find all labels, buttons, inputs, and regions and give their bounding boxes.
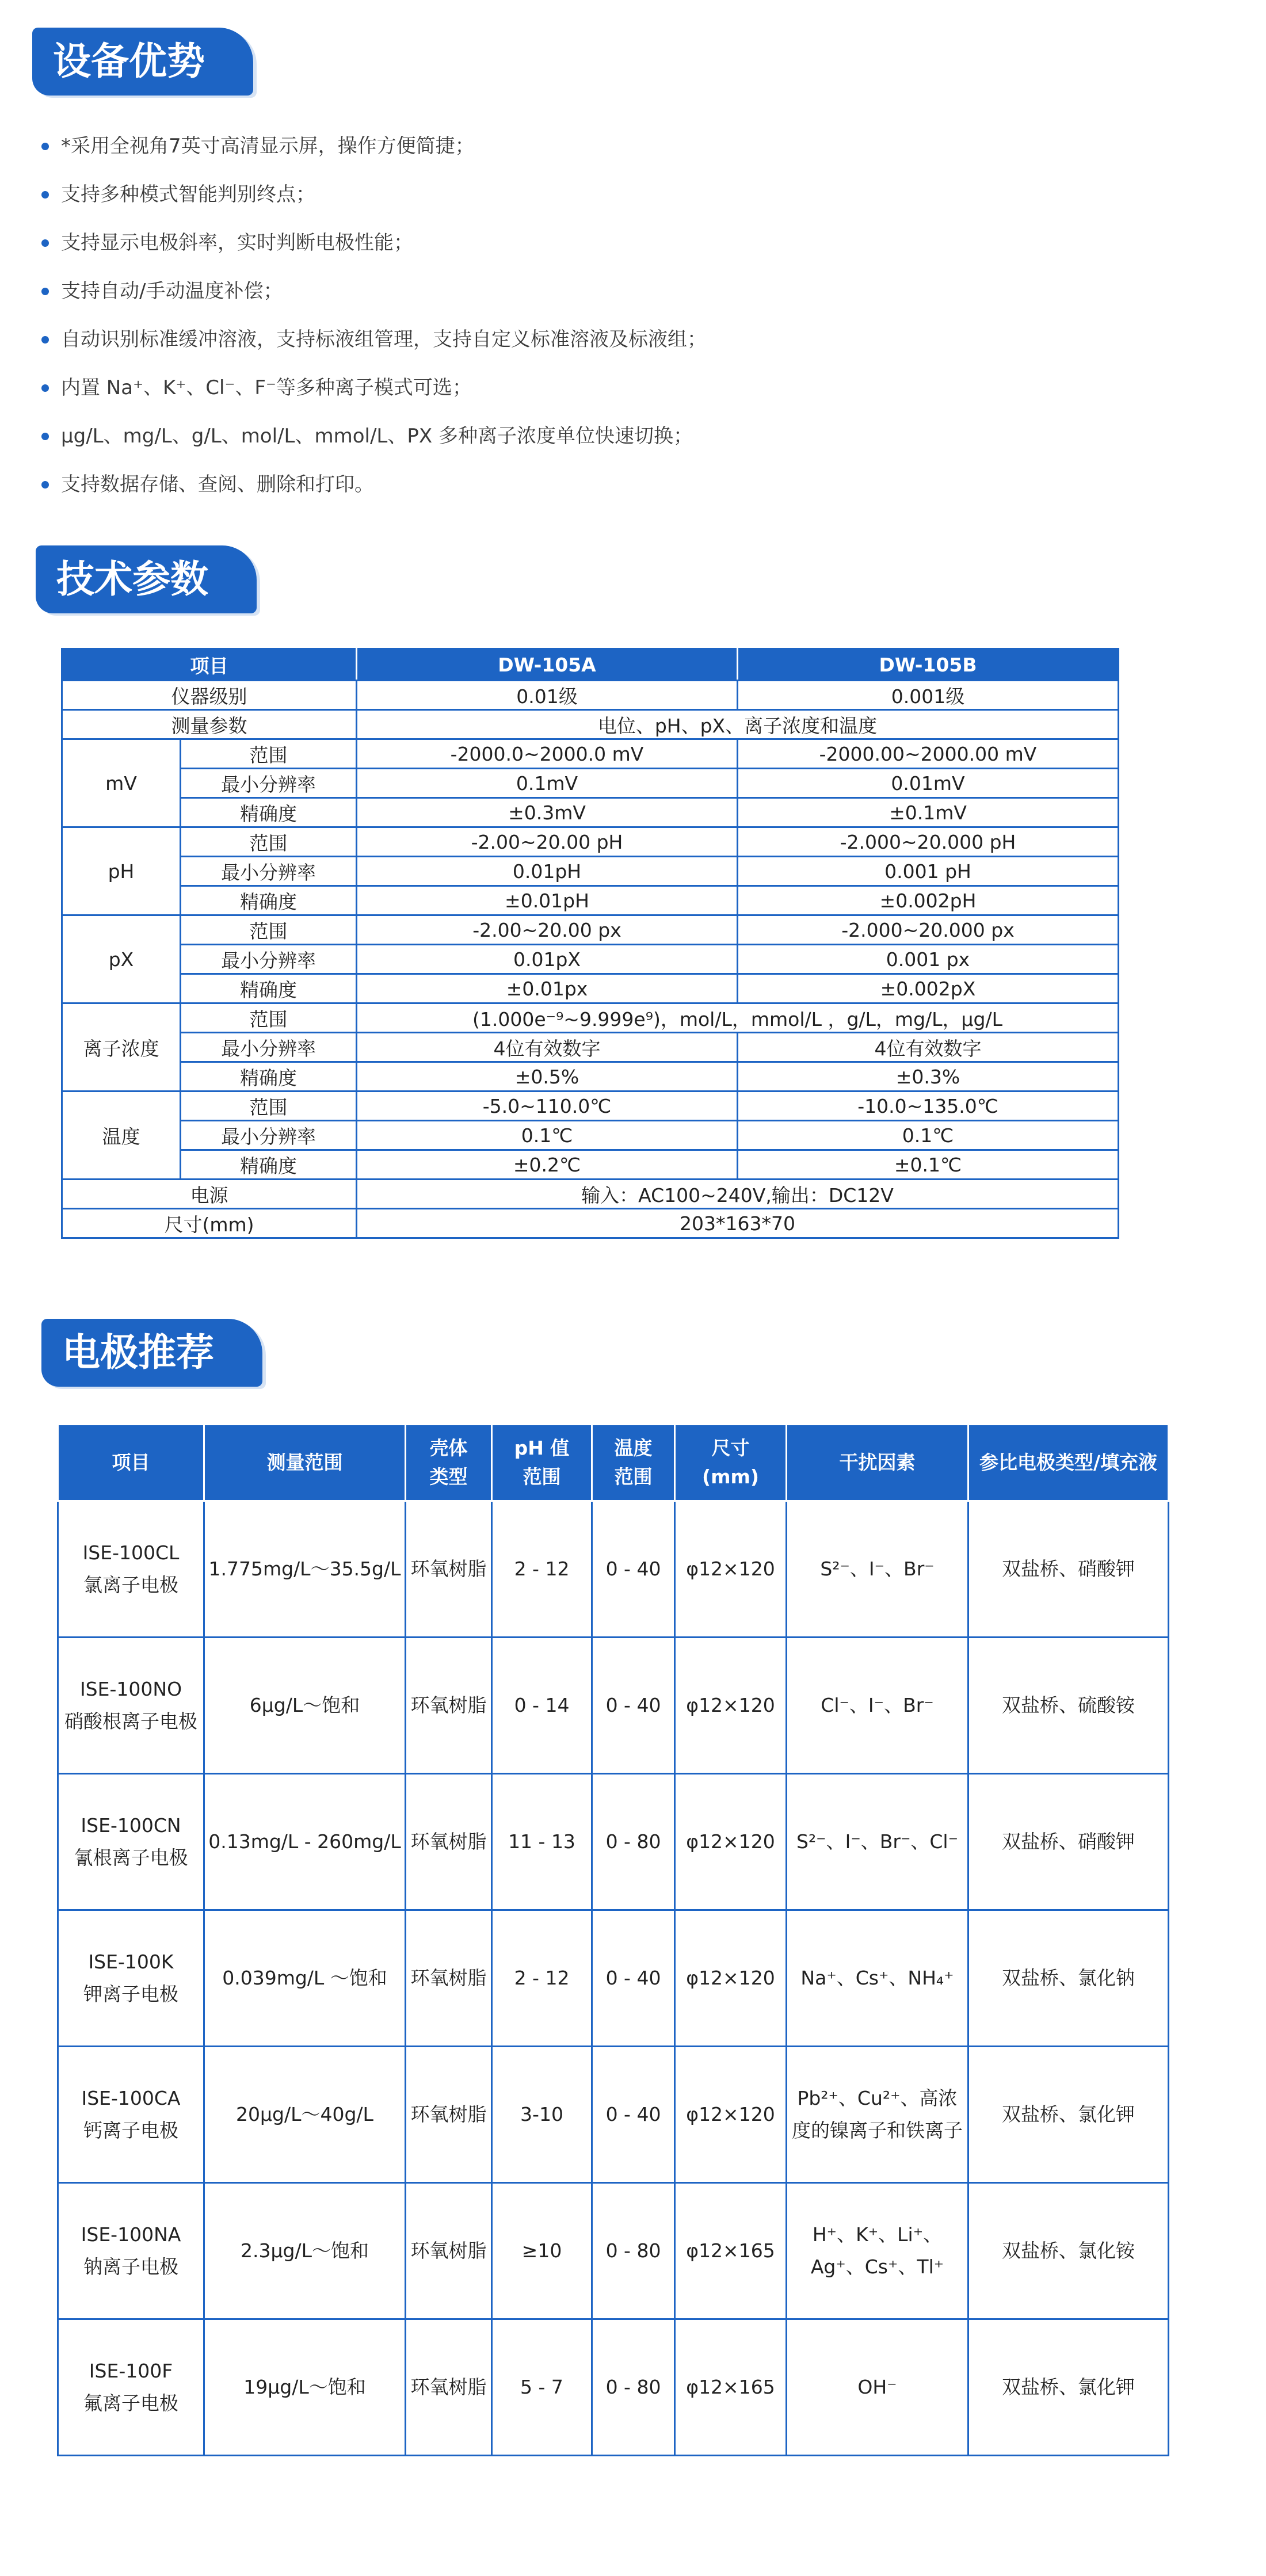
table-row (58, 2319, 1169, 2456)
header-line: (mm) (702, 1466, 759, 1488)
electrode-range: 0.039mg/L ～饱和 (204, 1910, 406, 2047)
electrode-name: 氟离子电极 (83, 2392, 178, 2414)
advantages-list (38, 122, 1189, 509)
electrode-ph: ≥10 (492, 2183, 592, 2319)
table-row (58, 2047, 1169, 2183)
electrode-shell: 环氧树脂 (406, 1910, 492, 2047)
table-row (62, 1121, 1119, 1150)
cell-b: -2.000~20.000 pH (738, 827, 1119, 857)
list-item: 支持多种模式智能判别终点； (38, 170, 1189, 219)
electrode-range: 20μg/L～40g/L (204, 2047, 406, 2183)
cell-a: 0.01pH (357, 857, 738, 886)
cell-span: 电位、pH、pX、离子浓度和温度 (357, 710, 1119, 739)
header-line: pH 值 (514, 1437, 570, 1459)
cell-span: 203*163*70 (357, 1209, 1119, 1238)
electrode-ph: 5 - 7 (492, 2319, 592, 2456)
sub-label-accuracy: 精确度 (181, 1150, 357, 1180)
group-label: pH (62, 827, 181, 915)
cell-a: -2000.0~2000.0 mV (357, 739, 738, 769)
electrode-interf: H⁺、K⁺、Li⁺、Ag⁺、Cs⁺、Tl⁺ (787, 2183, 968, 2319)
sub-label-resolution: 最小分辨率 (181, 945, 357, 974)
sub-label-range: 范围 (181, 915, 357, 945)
electrode-temp: 0 - 40 (592, 1501, 675, 1638)
cell-b: -10.0~135.0℃ (738, 1092, 1119, 1121)
electrode-header-cell (492, 1425, 592, 1501)
table-row (62, 769, 1119, 798)
table-row (62, 739, 1119, 769)
header-line: 范围 (614, 1466, 653, 1488)
electrode-model-cell (58, 1774, 204, 1910)
electrode-model-cell (58, 1638, 204, 1774)
table-row (62, 1062, 1119, 1092)
sub-label-accuracy: 精确度 (181, 886, 357, 915)
cell-b: 0.001级 (738, 681, 1119, 710)
electrode-ref: 双盐桥、氯化钠 (968, 1910, 1169, 2047)
electrode-header-cell (58, 1425, 204, 1501)
electrode-model: ISE-100F (89, 2360, 173, 2382)
electrode-model-cell (58, 1910, 204, 2047)
electrode-model-cell (58, 2319, 204, 2456)
group-label: 温度 (62, 1092, 181, 1180)
cell-a: -2.00~20.00 px (357, 915, 738, 945)
electrode-header-cell (787, 1425, 968, 1501)
sub-label-range: 范围 (181, 1003, 357, 1033)
header-line: 干扰因素 (839, 1451, 916, 1474)
spec-header-row (62, 649, 1119, 681)
header-line: 类型 (429, 1466, 468, 1488)
cell-span: 输入：AC100~240V,输出：DC12V (357, 1180, 1119, 1209)
cell-a: 0.1mV (357, 769, 738, 798)
row-label: 测量参数 (62, 710, 357, 739)
cell-b: ±0.1℃ (738, 1150, 1119, 1180)
electrode-header-cell (968, 1425, 1169, 1501)
cell-b: 0.001 px (738, 945, 1119, 974)
electrode-temp: 0 - 80 (592, 2183, 675, 2319)
table-row (62, 945, 1119, 974)
table-row (62, 1180, 1119, 1209)
table-row (62, 827, 1119, 857)
table-row (58, 2183, 1169, 2319)
electrode-size: φ12×120 (675, 1638, 787, 1774)
sub-label-accuracy: 精确度 (181, 1062, 357, 1092)
sub-label-resolution: 最小分辨率 (181, 1033, 357, 1062)
table-row (62, 974, 1119, 1003)
electrode-range: 19μg/L～饱和 (204, 2319, 406, 2456)
cell-a: ±0.5% (357, 1062, 738, 1092)
electrode-model: ISE-100NO (79, 1678, 182, 1700)
electrode-model: ISE-100CL (82, 1541, 180, 1564)
cell-b: -2.000~20.000 px (738, 915, 1119, 945)
electrode-interf: Pb²⁺、Cu²⁺、高浓度的镍离子和铁离子 (787, 2047, 968, 2183)
electrode-ref: 双盐桥、氯化钾 (968, 2319, 1169, 2456)
electrode-table (57, 1424, 1169, 2456)
electrode-size: φ12×120 (675, 1910, 787, 2047)
electrode-temp: 0 - 80 (592, 1774, 675, 1910)
electrode-ph: 2 - 12 (492, 1910, 592, 2047)
electrode-model: ISE-100NA (81, 2223, 181, 2246)
electrode-model: ISE-100K (88, 1951, 174, 1973)
header-line: 测量范围 (266, 1451, 343, 1474)
table-row (58, 1638, 1169, 1774)
list-item: 支持自动/手动温度补偿； (38, 267, 1189, 315)
cell-b: 0.01mV (738, 769, 1119, 798)
table-row (62, 1209, 1119, 1238)
electrode-ph: 0 - 14 (492, 1638, 592, 1774)
electrode-size: φ12×120 (675, 1774, 787, 1910)
cell-span: (1.000e⁻⁹~9.999e⁹)，mol/L，mmol/L ，g/L，mg/L，μg/L (357, 1003, 1119, 1033)
electrode-temp: 0 - 80 (592, 2319, 675, 2456)
section-title-specs: 技术参数 (36, 545, 257, 613)
electrode-temp: 0 - 40 (592, 2047, 675, 2183)
cell-b: ±0.002pX (738, 974, 1119, 1003)
table-row (62, 798, 1119, 827)
table-row (62, 915, 1119, 945)
list-item: *采用全视角7英寸高清显示屏，操作方便简捷； (38, 122, 1189, 170)
table-row (58, 1910, 1169, 2047)
electrode-shell: 环氧树脂 (406, 1774, 492, 1910)
bullet-icon (41, 433, 49, 440)
electrode-shell: 环氧树脂 (406, 1638, 492, 1774)
section-title-advantages: 设备优势 (32, 28, 253, 96)
electrode-ref: 双盐桥、硫酸铵 (968, 1638, 1169, 1774)
list-item: 内置 Na⁺、K⁺、Cl⁻、F⁻等多种离子模式可选； (38, 364, 1189, 412)
electrode-name: 硝酸根离子电极 (64, 1710, 197, 1732)
electrode-shell: 环氧树脂 (406, 2183, 492, 2319)
electrode-ref: 双盐桥、硝酸钾 (968, 1501, 1169, 1638)
cell-a: -5.0~110.0℃ (357, 1092, 738, 1121)
bullet-icon (41, 481, 49, 489)
electrode-ph: 11 - 13 (492, 1774, 592, 1910)
electrode-size: φ12×120 (675, 1501, 787, 1638)
table-row (62, 710, 1119, 739)
electrode-range: 2.3μg/L～饱和 (204, 2183, 406, 2319)
sub-label-accuracy: 精确度 (181, 798, 357, 827)
electrode-interf: OH⁻ (787, 2319, 968, 2456)
electrode-interf: S²⁻、I⁻、Br⁻、Cl⁻ (787, 1774, 968, 1910)
cell-b: ±0.3% (738, 1062, 1119, 1092)
list-item: 支持数据存储、查阅、删除和打印。 (38, 460, 1189, 509)
table-row (62, 1150, 1119, 1180)
header-line: 尺寸 (711, 1437, 750, 1459)
spec-header-b: DW-105B (738, 649, 1119, 681)
electrode-name: 钙离子电极 (83, 2119, 178, 2142)
cell-b: -2000.00~2000.00 mV (738, 739, 1119, 769)
cell-a: 0.01pX (357, 945, 738, 974)
row-label: 电源 (62, 1180, 357, 1209)
row-label: 尺寸(mm) (62, 1209, 357, 1238)
spec-header-item: 项目 (62, 649, 357, 681)
electrode-size: φ12×120 (675, 2047, 787, 2183)
electrode-shell: 环氧树脂 (406, 2319, 492, 2456)
electrode-temp: 0 - 40 (592, 1638, 675, 1774)
electrode-range: 1.775mg/L～35.5g/L (204, 1501, 406, 1638)
sub-label-accuracy: 精确度 (181, 974, 357, 1003)
spec-header-a: DW-105A (357, 649, 738, 681)
bullet-icon (41, 239, 49, 247)
sub-label-resolution: 最小分辨率 (181, 1121, 357, 1150)
list-item: μg/L、mg/L、g/L、mol/L、mmol/L、PX 多种离子浓度单位快速切换； (38, 412, 1189, 460)
cell-a: ±0.01px (357, 974, 738, 1003)
electrode-range: 6μg/L～饱和 (204, 1638, 406, 1774)
electrode-model: ISE-100CN (81, 1814, 181, 1837)
table-row (62, 886, 1119, 915)
electrode-name: 钠离子电极 (83, 2256, 178, 2278)
bullet-icon (41, 191, 49, 199)
cell-a: ±0.2℃ (357, 1150, 738, 1180)
group-label: mV (62, 739, 181, 827)
bullet-icon (41, 336, 49, 344)
electrode-header-cell (592, 1425, 675, 1501)
table-row (62, 1092, 1119, 1121)
bullet-icon (41, 288, 49, 295)
electrode-shell: 环氧树脂 (406, 1501, 492, 1638)
table-row (62, 857, 1119, 886)
table-row (62, 1033, 1119, 1062)
list-item: 自动识别标准缓冲溶液，支持标液组管理，支持自定义标准溶液及标液组； (38, 315, 1189, 364)
sub-label-range: 范围 (181, 1092, 357, 1121)
cell-b: 0.1℃ (738, 1121, 1119, 1150)
cell-a: 0.01级 (357, 681, 738, 710)
electrode-ref: 双盐桥、氯化铵 (968, 2183, 1169, 2319)
list-item: 支持显示电极斜率，实时判断电极性能； (38, 219, 1189, 267)
group-label: 离子浓度 (62, 1003, 181, 1092)
cell-b: 0.001 pH (738, 857, 1119, 886)
table-row (58, 1501, 1169, 1638)
electrode-header-cell (204, 1425, 406, 1501)
electrode-ref: 双盐桥、硝酸钾 (968, 1774, 1169, 1910)
table-row (62, 1003, 1119, 1033)
header-line: 壳体 (429, 1437, 468, 1459)
electrode-ref: 双盐桥、氯化钾 (968, 2047, 1169, 2183)
electrode-model-cell (58, 1501, 204, 1638)
electrode-header-cell (675, 1425, 787, 1501)
bullet-icon (41, 384, 49, 392)
cell-b: ±0.002pH (738, 886, 1119, 915)
electrode-temp: 0 - 40 (592, 1910, 675, 2047)
row-label: 仪器级别 (62, 681, 357, 710)
electrode-range: 0.13mg/L - 260mg/L (204, 1774, 406, 1910)
sub-label-range: 范围 (181, 739, 357, 769)
cell-b: 4位有效数字 (738, 1033, 1119, 1062)
header-line: 温度 (614, 1437, 653, 1459)
electrode-model-cell (58, 2047, 204, 2183)
electrode-interf: S²⁻、I⁻、Br⁻ (787, 1501, 968, 1638)
cell-a: ±0.01pH (357, 886, 738, 915)
header-line: 参比电极类型/填充液 (979, 1451, 1158, 1474)
electrode-header-row (58, 1425, 1169, 1501)
electrode-name: 氰根离子电极 (74, 1846, 188, 1869)
cell-a: 4位有效数字 (357, 1033, 738, 1062)
electrode-name: 氯离子电极 (83, 1574, 178, 1596)
sub-label-resolution: 最小分辨率 (181, 857, 357, 886)
electrode-ph: 2 - 12 (492, 1501, 592, 1638)
group-label: pX (62, 915, 181, 1003)
sub-label-range: 范围 (181, 827, 357, 857)
cell-a: -2.00~20.00 pH (357, 827, 738, 857)
electrode-interf: Cl⁻、I⁻、Br⁻ (787, 1638, 968, 1774)
cell-a: ±0.3mV (357, 798, 738, 827)
sub-label-resolution: 最小分辨率 (181, 769, 357, 798)
table-row (62, 681, 1119, 710)
electrode-interf: Na⁺、Cs⁺、NH₄⁺ (787, 1910, 968, 2047)
table-row (58, 1774, 1169, 1910)
header-line: 项目 (112, 1451, 150, 1474)
electrode-size: φ12×165 (675, 2183, 787, 2319)
electrode-header-cell (406, 1425, 492, 1501)
electrode-name: 钾离子电极 (83, 1983, 178, 2005)
section-title-electrodes: 电极推荐 (41, 1319, 262, 1387)
electrode-size: φ12×165 (675, 2319, 787, 2456)
cell-b: ±0.1mV (738, 798, 1119, 827)
spec-table (61, 648, 1119, 1239)
bullet-icon (41, 143, 49, 150)
electrode-shell: 环氧树脂 (406, 2047, 492, 2183)
cell-a: 0.1℃ (357, 1121, 738, 1150)
header-line: 范围 (523, 1466, 561, 1488)
electrode-ph: 3-10 (492, 2047, 592, 2183)
electrode-model-cell (58, 2183, 204, 2319)
electrode-model: ISE-100CA (81, 2087, 181, 2109)
